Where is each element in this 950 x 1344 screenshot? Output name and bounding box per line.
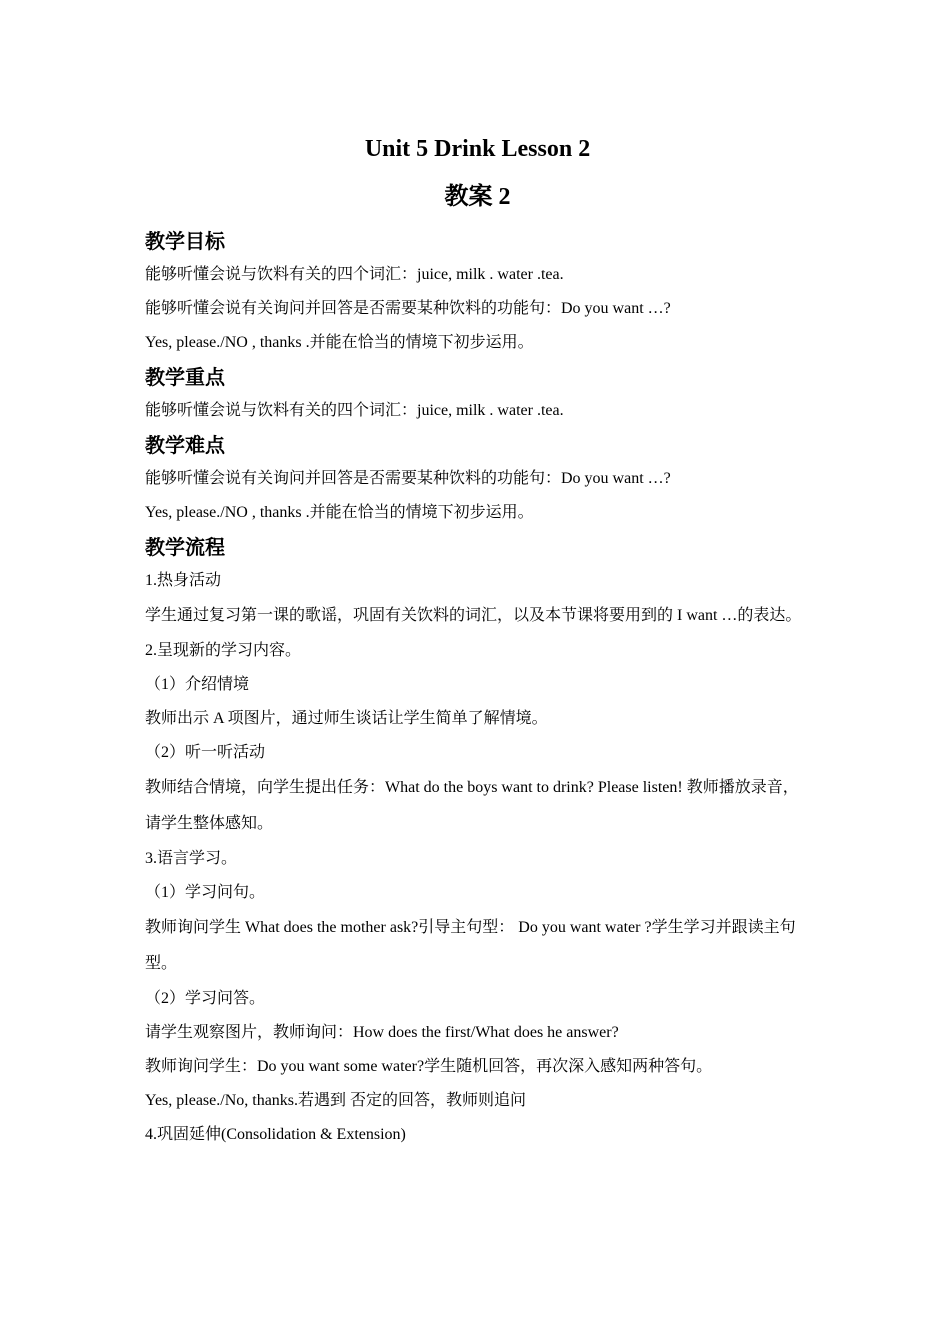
section-heading: 教学流程: [145, 535, 225, 559]
paragraph: 3.语言学习。: [145, 850, 238, 867]
section-difficulties: [145, 428, 810, 530]
paragraph: （2）听一听活动: [145, 744, 266, 761]
paragraph: （1）介绍情境: [145, 676, 250, 693]
paragraph: 4.巩固延伸(Consolidation & Extension): [145, 1126, 406, 1143]
section-objectives: [145, 224, 810, 360]
paragraph: 教师结合情境，向学生提出任务：What do the boys want to drink? Please listen! 教师播放录音，请学生整体感知。: [145, 779, 799, 832]
section-heading: 教学目标: [145, 229, 225, 253]
paragraph: 教师询问学生：Do you want some water?学生随机回答，再次深入感知两种答句。: [145, 1058, 713, 1075]
paragraph: （1）学习问句。: [145, 884, 266, 901]
paragraph: Yes, please./NO , thanks .并能在恰当的情境下初步运用。: [145, 334, 534, 351]
section-heading: 教学重点: [145, 365, 225, 389]
paragraph: 教师出示 A 项图片，通过师生谈话让学生简单了解情境。: [145, 710, 548, 727]
paragraph: 能够听懂会说有关询问并回答是否需要某种饮料的功能句：Do you want …?: [145, 470, 671, 487]
paragraph: 请学生观察图片，教师询问：How does the first/What does he answer?: [145, 1024, 619, 1041]
document-subtitle: 教案 2: [444, 184, 511, 210]
section-key-points: [145, 360, 810, 428]
document-title: Unit 5 Drink Lesson 2: [364, 136, 591, 162]
paragraph: 能够听懂会说有关询问并回答是否需要某种饮料的功能句：Do you want …?: [145, 300, 671, 317]
paragraph: 能够听懂会说与饮料有关的四个词汇：juice, milk . water .tea.: [145, 266, 564, 283]
paragraph: （2）学习问答。: [145, 990, 266, 1007]
paragraph: 教师询问学生 What does the mother ask?引导主句型： Do you want water ?学生学习并跟读主句型。: [145, 919, 796, 972]
paragraph: 学生通过复习第一课的歌谣，巩固有关饮料的词汇，以及本节课将要用到的 I want …的表达。: [145, 607, 802, 624]
paragraph: 2.呈现新的学习内容。: [145, 642, 302, 659]
section-procedure: [145, 530, 810, 1152]
paragraph: Yes, please./NO , thanks .并能在恰当的情境下初步运用。: [145, 504, 534, 521]
paragraph: 1.热身活动: [145, 572, 222, 589]
paragraph: Yes, please./No, thanks.若遇到 否定的回答，教师则追问: [145, 1092, 527, 1109]
paragraph: 能够听懂会说与饮料有关的四个词汇：juice, milk . water .tea.: [145, 402, 564, 419]
section-heading: 教学难点: [145, 433, 225, 457]
document-page: [145, 130, 810, 1152]
